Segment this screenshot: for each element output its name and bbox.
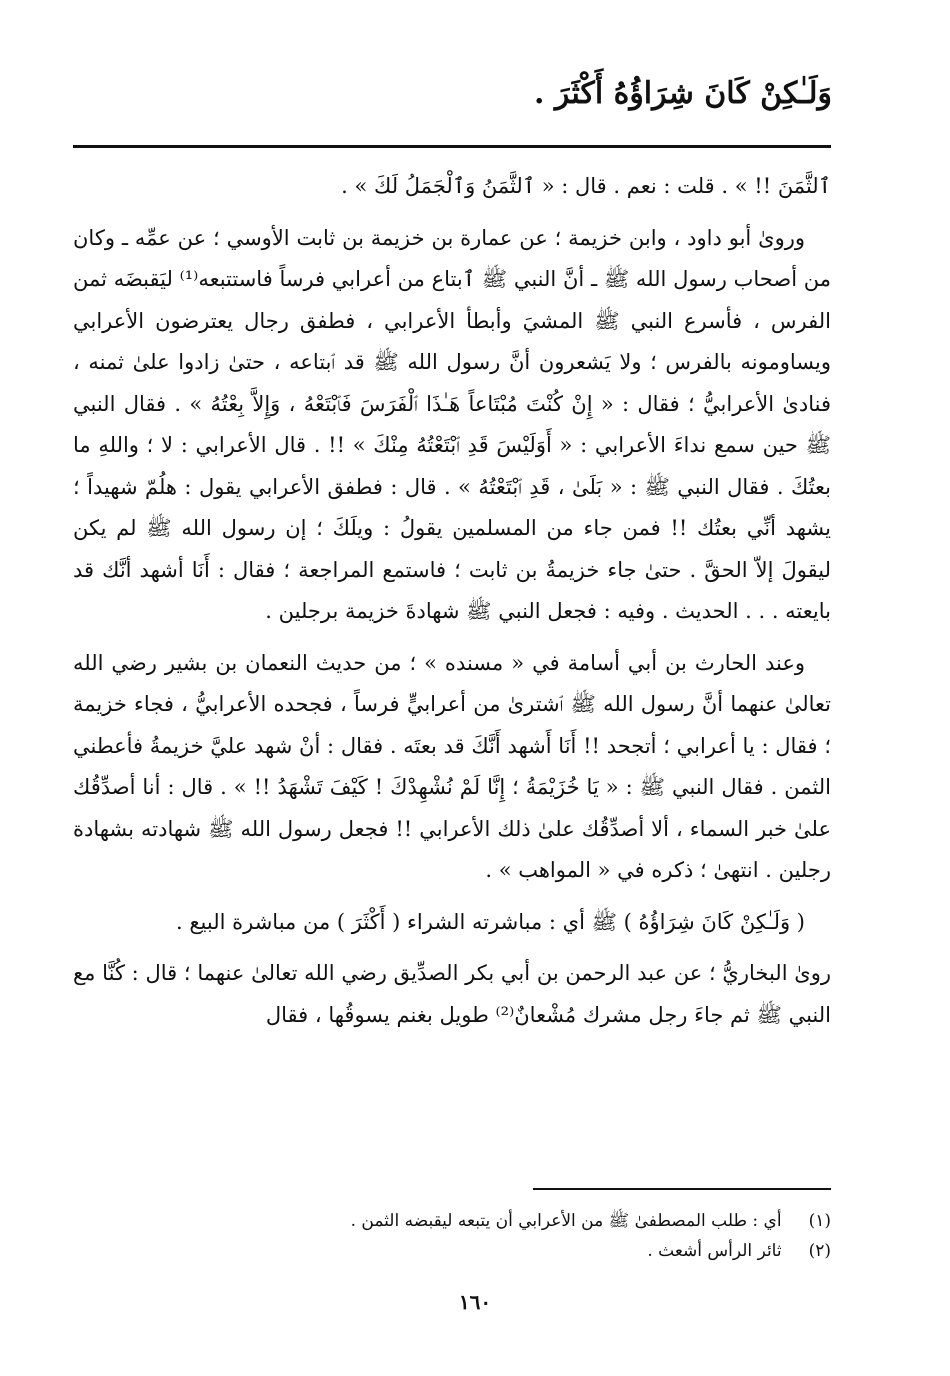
paragraph-harith-narration: وعند الحارث بن أبي أسامة في « مسنده » ؛ من حديث النعمان بن بشير رضي الله تعالىٰ عنهما أنَّ رسول الله ﷺ ٱشترىٰ من أعرابيٍّ فرساً ، فجحده الأعرابيُّ ، فجاء خزيمة ؛ فقال : يا أعرابي ؛ أتجحد !! أَنَا أَشهد أَنَّكَ قد بعتَه . فقال : أنْ شهد عليَّ خزيمةُ فأعطني الثمن . فقال النبي ﷺ : « يَا خُزَيْمَةُ ؛ إِنَّا لَمْ نُشْهِدْكَ ! كَيْفَ تَشْهَدُ !! » . قال : أنا أصدِّقُك علىٰ خبر السماء ، ألا أصدِّقُك علىٰ ذلك الأعرابي !! فجعل رسول الله ﷺ شهادته بشهادة رجلين . انتهىٰ ؛ ذكره في « المواهب » . [73, 650, 831, 882]
page-header-title: وَلَـٰكِنْ كَانَ شِرَاؤُهُ أَكْثَرَ . [534, 76, 832, 111]
paragraph-continuation: ٱلثَّمَنَ !! » . قلت : نعم . قال : « ٱلثَّمَنُ وَٱلْجَمَلُ لَكَ » . [341, 174, 831, 198]
footnotes [73, 1206, 831, 1266]
paragraph-commentary: ( وَلَـٰكِنْ كَانَ شِرَاؤُهُ ) ﷺ أي : مباشرته الشراء ( أَكْثَرَ ) من مباشرة البيع . [176, 909, 805, 934]
page-number: ١٦٠ [458, 1290, 492, 1314]
header-rule [73, 145, 831, 148]
footnote-number: (١) [808, 1211, 831, 1231]
paragraph-abu-dawud-narration: وروىٰ أبو داود ، وابن خزيمة ؛ عن عمارة بن خزيمة بن ثابت الأوسي ؛ عن عمِّه ـ وكان من أصحاب رسول الله ﷺ ـ أنَّ النبي ﷺ ٱبتاع من أعرابي فرساً فاستتبعه⁽¹⁾ ليَقبضَه ثمن الفرس ، فأسرع النبي ﷺ المشيَ وأبطأ الأعرابي ، فطفق رجال يعترضون الأعرابي ويساومونه بالفرس ؛ ولا يَشعرون أنَّ رسول الله ﷺ قد ٱبتاعه ، حتىٰ زادوا علىٰ ثمنه ، فنادىٰ الأعرابيُّ ؛ فقال : « إِنْ كُنْتَ مُبْتَاعاً هَـٰذَا ٱلْفَرَسَ فَٱبْتَعْهُ ، وَإِلاَّ بِعْتُهُ » . فقال النبي ﷺ حين سمع نداءَ الأعرابي : « أَوَلَيْسَ قَدِ ٱبْتَعْتُهُ مِنْكَ » !! . قال الأعرابي : لا ؛ واللهِ ما بعتُكَ . فقال النبي ﷺ : « بَلَىٰ ، قَدِ ٱبْتَعْتُهُ » . قال : فطفق الأعرابي يقول : هلُمّ شهيداً ؛ يشهد أنِّي بعتُك !! فمن جاء من المسلمين يقولُ : ويلَكَ ؛ إن رسول الله ﷺ لم يكن ليقولَ إلاّ الحقَّ . حتىٰ جاء خزيمةُ بن ثابت ؛ فاستمع المراجعة ؛ فقال : أَنَا أشهد أنَّك قد بايعته . . . الحديث . وفيه : فجعل النبي ﷺ شهادةَ خزيمة برجلين . [73, 225, 831, 623]
paragraph-bukhari-narration: روىٰ البخاريُّ ؛ عن عبد الرحمن بن أبي بكر الصدِّيق رضي الله تعالىٰ عنهما ؛ قال : كُنَّا مع النبي ﷺ ثم جاءَ رجل مشرك مُشْعانٌ⁽²⁾ طويل بغنم يسوقُها ، فقال [73, 961, 831, 1027]
main-text [73, 166, 831, 1046]
footnote-number: (٢) [808, 1241, 831, 1261]
footnote-1 [73, 1206, 831, 1236]
footnote-2 [73, 1236, 831, 1266]
footnote-text: ثائر الرأس أشعث . [647, 1241, 782, 1261]
footnote-text: أي : طلب المصطفىٰ ﷺ من الأعرابي أن يتبعه ليقبضه الثمن . [350, 1211, 782, 1231]
footnote-rule [533, 1188, 831, 1190]
